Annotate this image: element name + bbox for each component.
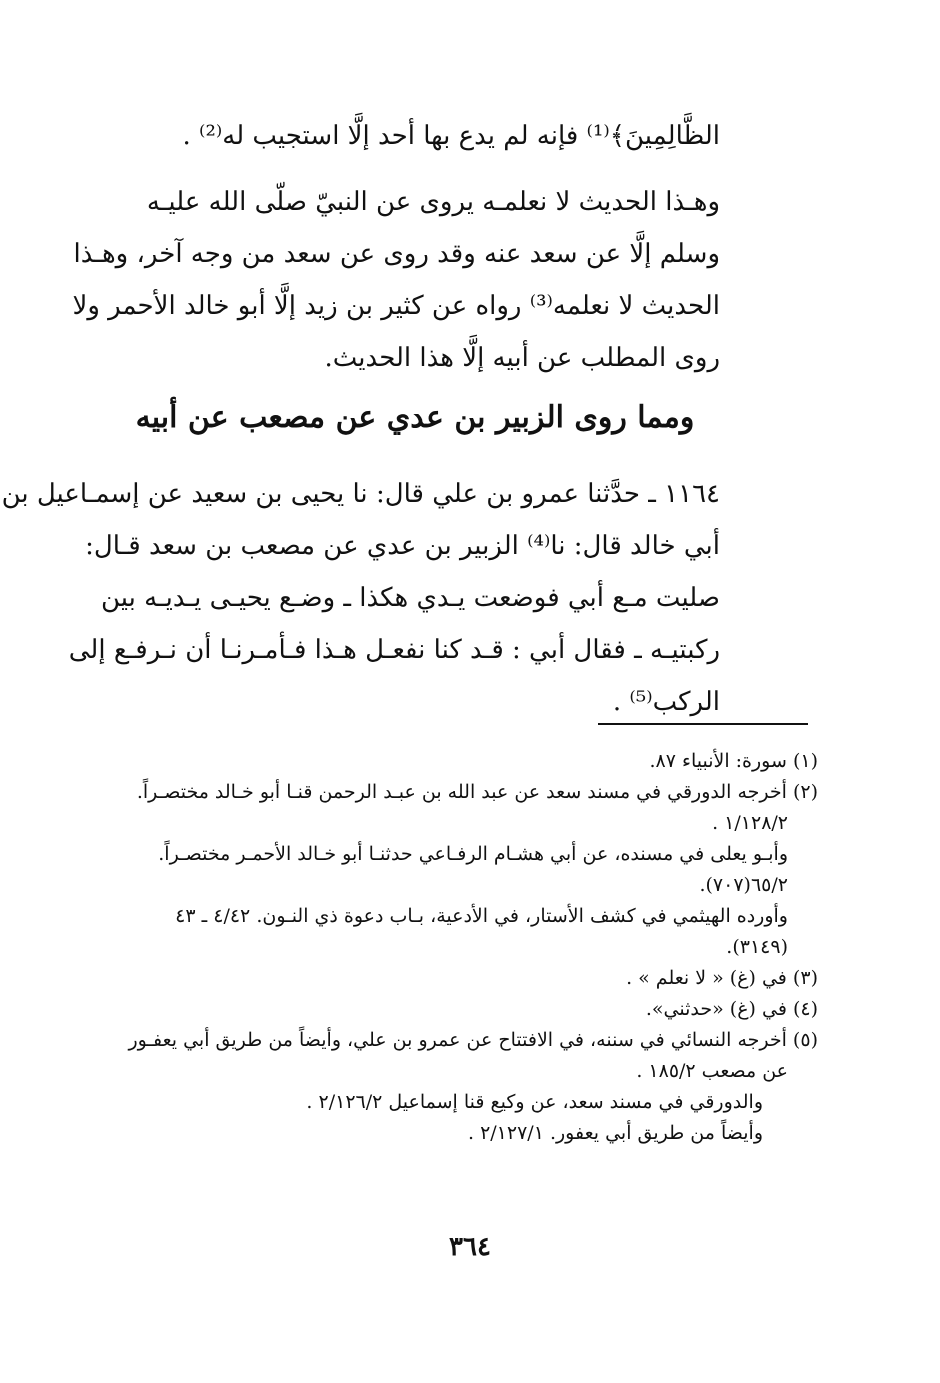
section-heading: ومما روى الزبير بن عدي عن مصعب عن أبيه [135,400,695,435]
footnote-line: وأبـو يعلى في مسنده، عن أبي هشـام الرفـاعي حدثنـا أبو خـالد الأحمـر مختصـراً. [158,843,788,865]
footnote-line: (٥) أخرجه النسائي في سننه، في الافتتاح عن عمرو بن علي، وأيضاً من طريق أبي يعفـور [128,1029,818,1051]
hadith-1164 [1,468,720,728]
text-line: الظَّالِمِينَ﴾⁽¹⁾ فإنه لم يدع بها أحد إلَّا استجيب له⁽²⁾ . [182,121,720,151]
footnote-line: وأيضاً من طريق أبي يعفور. ٢/١٢٧/١ . [467,1122,763,1144]
footnote-line: (٤) في (غ) «حدثني». [645,998,818,1020]
text-line: الحديث لا نعلمه⁽³⁾ رواه عن كثير بن زيد إلَّا أبو خالد الأحمر ولا [72,291,720,321]
footnote-separator [598,723,808,725]
paragraph-verse-end [110,110,720,162]
footnote-line: وأورده الهيثمي في كشف الأستار، في الأدعية، بـاب دعوة ذي النـون. ٤/٤٢ ـ ٤٣ [175,905,788,927]
footnote-line: ١/١٢٨/٢ . [712,812,788,834]
text-line: ١١٦٤ ـ حدَّثنا عمرو بن علي قال: نا يحيى بن سعيد عن إسمـاعيل بن [1,479,720,509]
footnote-line: (٢) أخرجه الدورقي في مسند سعد عن عبد الله بن عبـد الرحمن قنـا أبو خـالد مختصـراً. [136,781,818,803]
text-line: روى المطلب عن أبيه إلَّا هذا الحديث. [324,343,720,373]
footnote-line: والدورقي في مسند سعد، عن وكيع قنا إسماعيل ٢/١٢٦/٢ . [306,1091,763,1113]
footnote-line: ٦٥/٢(٧٠٧). [699,874,788,896]
text-line: وهـذا الحديث لا نعلمـه يروى عن النبيّ صلّى الله عليـه [146,187,720,217]
text-line: صليت مـع أبي فوضعت يـدي هكذا ـ وضـع يحيـى يـديـه بين [100,583,720,613]
text-line: ركبتيـه ـ فقال أبي : قـد كنا نفعـل هـذا فـأمـرنـا أن نـرفـع إلى [68,635,720,665]
text-line: الركب⁽⁵⁾ . [612,687,720,717]
footnote-line: (١) سورة: الأنبياء ٨٧. [649,750,818,772]
footnote-line: (٣١٤٩). [726,936,788,958]
paragraph-hadith-commentary [72,176,720,384]
footnotes [110,746,818,1149]
footnote-line: عن مصعب ١٨٥/٢ . [636,1060,788,1082]
page-number: ٣٦٤ [449,1232,491,1262]
text-line: أبي خالد قال: نا⁽⁴⁾ الزبير بن عدي عن مصعب بن سعد قـال: [85,531,720,561]
text-line: وسلم إلَّا عن سعد عنه وقد روى عن سعد من وجه آخر، وهـذا [73,239,720,269]
footnote-line: (٣) في (غ) « لا نعلم » . [626,967,818,989]
